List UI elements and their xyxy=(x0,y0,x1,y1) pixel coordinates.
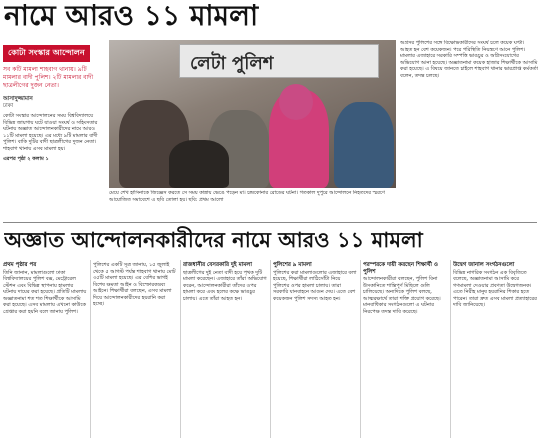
article-column-4 xyxy=(273,260,357,438)
column-divider xyxy=(180,260,181,438)
lead-headline: নামে আরও ১১ মামলা xyxy=(4,0,259,32)
column-subhead: পুলিশের ৯ মামলা xyxy=(273,262,312,268)
column-text: বিভিন্ন নাগরিক সংগঠন এক বিবৃতিতে বলেছে, অজ্ঞাতনামা আসামি করে গণমামলা দেওয়ার প্রবণতা উদ্বেগজনক। এতে নিরীহ মানুষ হয়রানির শিকার হতে পারেন। তারা দ্রুত এসব মামলা প্রত্যাহারের দাবি জানিয়েছে। xyxy=(453,269,537,308)
dateline: ঢাকা xyxy=(3,103,14,109)
column-subhead: উদ্বেগ জানাল সংগঠনগুলো xyxy=(453,262,515,268)
column-text: পুলিশের করা মামলাগুলোর এজাহারে বলা হয়েছে, শিক্ষার্থীরা লাঠিসোঁটা নিয়ে পুলিশের ওপর হামলা চালায়। তারা সরকারি যানবাহনে আগুন দেয়। এতে বেশ কয়েকজন পুলিশ সদস্য আহত হন। xyxy=(273,269,357,302)
section-divider xyxy=(3,222,537,223)
column-text: তিনি জানান, মামলাগুলো ঢাকা বিশ্ববিদ্যালয়ের পুলিশ বক্স, মেট্রোরেল স্টেশন এবং বিভিন্ন স্থাপনায় হামলার ঘটনায় দায়ের করা হয়েছে। প্রতিটি মামলায় অজ্ঞাতনামা শত শত শিক্ষার্থীকে আসামি করা হয়েছে। এসব মামলায় এখনো কাউকে গ্রেপ্তার করা হয়নি বলে জানায় পুলিশ। xyxy=(3,269,87,315)
column-divider xyxy=(90,260,91,438)
photo-figure-head xyxy=(279,84,313,120)
continue-note: এরপর পৃষ্ঠা ২ কলাম ১ xyxy=(3,155,49,162)
news-photo xyxy=(109,40,396,188)
article-column-2 xyxy=(93,260,177,438)
column-text: আন্দোলনকারীরা বলছেন, পুলিশ বিনা উসকানিতে শান্তিপূর্ণ মিছিলে গুলি চালিয়েছে। অন্যদিকে পুলিশ বলছে, আত্মরক্ষার্থে তারা শক্তি প্রয়োগ করেছে। মানবাধিকার সংগঠনগুলো এ ঘটনার নিরপেক্ষ তদন্ত দাবি করেছে। xyxy=(363,276,441,315)
second-headline: অজ্ঞাত আন্দোলনকারীদের নামে আরও ১১ মামলা xyxy=(4,227,423,252)
column-divider xyxy=(270,260,271,438)
column-subhead: প্রথম পৃষ্ঠার পর xyxy=(3,262,37,268)
lead-summary: সব কটি মামলা শাহবাগ থানায়। ৯টি মামলার বাদী পুলিশ। ২টি মামলার বাদী ছাত্রলীগের দুজন নেতা। xyxy=(3,66,94,89)
photo-sign xyxy=(179,44,379,78)
article-columns xyxy=(3,260,537,438)
article-column-6 xyxy=(453,260,537,438)
article-column-1 xyxy=(3,260,87,438)
right-strip-text: অগ্রসর পুলিশের সঙ্গে বিক্ষোভকারীদের সংঘর্ষ চলে কয়েক ঘণ্টা। আহত হন বেশ কয়েকজন। পরে পরিস্থিতি নিয়ন্ত্রণে আনে পুলিশ। মামলার এজাহারে সরকারি সম্পত্তি ভাঙচুর ও অগ্নিসংযোগের অভিযোগ আনা হয়েছে। অজ্ঞাতনামা কয়েক হাজার শিক্ষার্থীকে আসামি করা হয়েছে। এ বিষয়ে জানতে চাইলে শাহবাগ থানার ভারপ্রাপ্ত কর্মকর্তা বলেন, তদন্ত চলছে। xyxy=(400,40,538,79)
photo-caption: মেয়ে শেখ হাসিনাকে জিজ্ঞেস করতে সে সময় কান্নায় ভেঙে পড়েন মা। চন্দ্রকোনার রোডের ঘটনা। গতকাল দুপুরে আন্দোলনে নিহতদের স্মরণে আয়োজিত সমাবেশে এ ছবি তোলা হয়। ছবি: প্রথম আলো xyxy=(109,190,385,203)
photo-figure xyxy=(169,140,229,188)
lead-body: কোটা সংস্কার আন্দোলনের সময় বিশ্ববিদ্যালয়ে বিভিন্ন জায়গায় ঘটে যাওয়া সংঘর্ষ ও সহিংসতার ঘটনায় অজ্ঞাত আন্দোলনকারীদের নামে আরও ১১টি মামলা হয়েছে। এর মধ্যে ৯টি মামলার বাদী পুলিশ। বাকি দুটির বাদী ছাত্রলীগের দুজন নেতা। শাহবাগ থানায় এসব মামলা হয়। xyxy=(3,113,98,152)
article-column-3 xyxy=(183,260,267,438)
column-subhead: রাজধানীর বেসরকারি দুই মামলা xyxy=(183,262,252,268)
column-text: পুলিশের একটি সূত্র জানায়, ১৫ জুলাই থেকে ৫ আগস্ট পর্যন্ত শাহবাগ থানায় মোট ৩৫টি মামলা হয়েছে। এর বেশির ভাগই বিশেষ ক্ষমতা আইন ও বিস্ফোরকদ্রব্য আইনে। শিক্ষার্থীরা বলছেন, এসব মামলা দিয়ে আন্দোলনকারীদের হয়রানি করা হচ্ছে। xyxy=(93,262,176,307)
column-divider xyxy=(360,260,361,438)
column-text: ছাত্রলীগের দুই নেতা বাদী হয়ে পৃথক দুটি মামলা করেছেন। এজাহারে তাঁরা অভিযোগ করেন, আন্দোলনকারীরা তাঁদের ওপর হামলা করে এবং হলের কক্ষে ভাঙচুর চালায়। এতে তাঁরা আহত হন। xyxy=(183,269,267,302)
article-column-5 xyxy=(363,260,447,438)
lead-column xyxy=(3,40,105,200)
column-subhead: পরস্পরকে দায়ী করছেন শিক্ষার্থী ও পুলিশ xyxy=(363,262,438,275)
column-divider xyxy=(450,260,451,438)
photo-figure xyxy=(334,102,394,188)
byline: আসাদুজ্জামান xyxy=(3,96,33,102)
section-banner: কোটা সংস্কার আন্দোলন xyxy=(3,45,90,62)
photo-sign-text: লেটা পুলিশ xyxy=(190,53,274,74)
